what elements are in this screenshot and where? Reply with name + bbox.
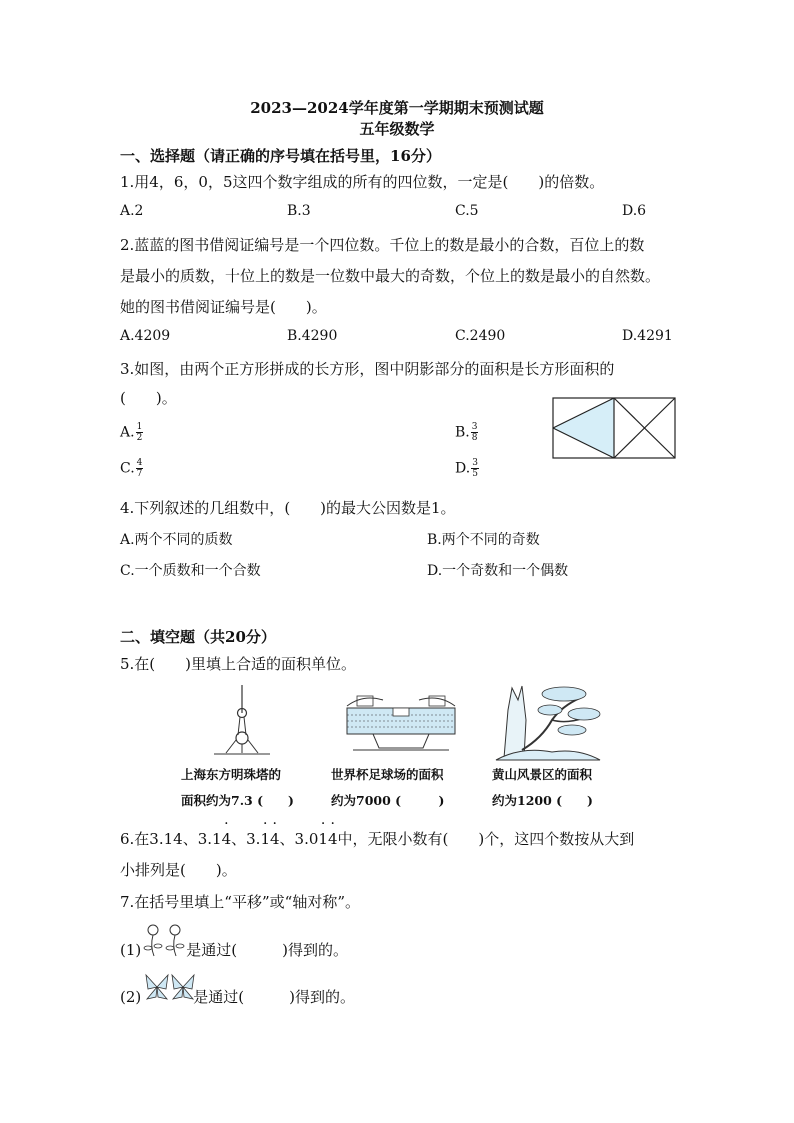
q5-caption3-line2: 约为1200 ( ) xyxy=(492,793,593,808)
q3-option-b: B. $\frac{3}{8}$ xyxy=(455,422,478,443)
q5-caption1-line1: 上海东方明珠塔的 xyxy=(181,767,282,782)
question-5-stem: 5.在( )里填上合适的面积单位。 xyxy=(120,655,357,673)
q1-option-c: C.5 xyxy=(455,203,479,219)
q1-option-a: A.2 xyxy=(120,203,144,219)
question-3-line1: 3.如图，由两个正方形拼成的长方形，图中阴影部分的面积是长方形面积的 xyxy=(120,360,615,378)
q5-caption2-line2: 约为7000 ( ) xyxy=(331,793,445,808)
tv-tower-illustration xyxy=(212,683,272,761)
q3-rectangle-figure xyxy=(552,397,676,459)
q4-option-d: D.一个奇数和一个偶数 xyxy=(427,563,569,579)
q3-option-a: A. $\frac{1}{2}$ xyxy=(120,422,143,443)
page-subtitle: 五年级数学 xyxy=(359,120,435,138)
q4-option-c: C.一个质数和一个合数 xyxy=(120,563,261,579)
q2-option-c: C.2490 xyxy=(455,328,506,344)
butterfly-pair-icon xyxy=(144,971,198,1003)
question-2-line3: 她的图书借阅证编号是( )。 xyxy=(120,298,327,316)
q3-option-d: D. $\frac{3}{5}$ xyxy=(455,458,478,479)
q7-sub2: (2) 是通过( )得到的。 xyxy=(120,988,355,1006)
huangshan-pine-illustration xyxy=(492,680,604,762)
question-7-stem: 7.在括号里填上“平移”或“轴对称”。 xyxy=(120,893,360,911)
question-1-stem: 1.用4，6，0，5这四个数字组成的所有的四位数，一定是( )的倍数。 xyxy=(120,173,605,191)
question-3-line2: ( )。 xyxy=(120,389,177,407)
question-2-line1: 2.蓝蓝的图书借阅证编号是一个四位数。千位上的数是最小的合数，百位上的数 xyxy=(120,236,645,254)
q3-option-c: C. $\frac{4}{7}$ xyxy=(120,458,143,479)
q5-caption2-line1: 世界杯足球场的面积 xyxy=(331,767,444,782)
football-stadium-illustration xyxy=(343,688,459,754)
page-title: 2023—2024学年度第一学期期末预测试题 xyxy=(250,99,544,117)
question-6-line1: 6.在3.14、3.1· 4、3.· 1· 4、3.0· 1· 4中，无限小数有( )个，这四个数按从大到 xyxy=(120,828,634,849)
question-6-line2: 小排列是( )。 xyxy=(120,861,237,879)
q5-caption3-line1: 黄山风景区的面积 xyxy=(492,767,593,782)
question-2-line2: 是最小的质数，十位上的数是一位数中最大的奇数，个位上的数是最小的自然数。 xyxy=(120,267,661,285)
q5-caption1-line2: 面积约为7.3 ( ) xyxy=(181,793,294,808)
q2-option-d: D.4291 xyxy=(622,328,673,344)
q1-option-b: B.3 xyxy=(287,203,311,219)
section-heading-choice: 一、选择题（请正确的序号填在括号里，16分） xyxy=(120,147,441,165)
q2-option-a: A.4209 xyxy=(120,328,171,344)
q4-option-a: A.两个不同的质数 xyxy=(120,532,233,548)
q4-option-b: B.两个不同的奇数 xyxy=(427,532,540,548)
section-heading-fill: 二、填空题（共20分） xyxy=(120,628,276,646)
q2-option-b: B.4290 xyxy=(287,328,338,344)
q7-sub1: (1) 是通过( )得到的。 xyxy=(120,941,348,959)
question-4-stem: 4.下列叙述的几组数中，( )的最大公因数是1。 xyxy=(120,499,456,517)
q1-option-d: D.6 xyxy=(622,203,647,219)
flower-pair-icon xyxy=(142,922,186,958)
